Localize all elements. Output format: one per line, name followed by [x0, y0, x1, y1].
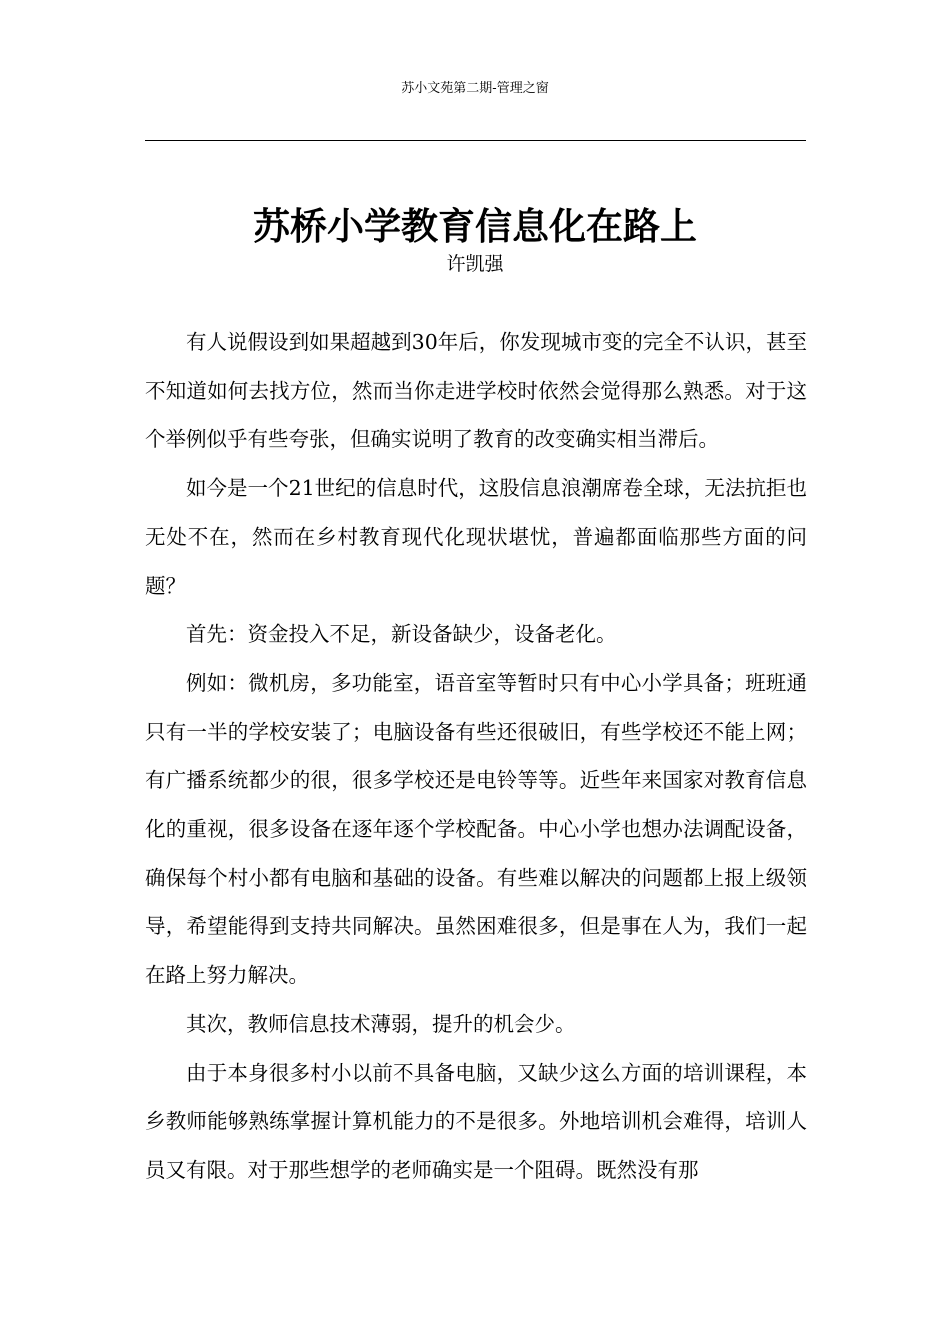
article-body [145, 318, 807, 1195]
article-author: 许凯强 [446, 253, 504, 275]
paragraph-information-age: 如今是一个21世纪的信息时代，这股信息浪潮席卷全球，无法抗拒也无处不在，然而在乡村教育现代化现状堪忧，普遍都面临那些方面的问题？ [145, 476, 807, 598]
paragraph-teacher-training: 由于本身很多村小以前不具备电脑，又缺少这么方面的培训课程，本乡教师能够熟练掌握计算机能力的不是很多。外地培训机会难得，培训人员又有限。对于那些想学的老师确实是一个阻碍。既然没有那 [145, 1060, 807, 1182]
paragraph-intro: 有人说假设到如果超越到30年后，你发现城市变的完全不认识，甚至不知道如何去找方位，然而当你走进学校时依然会觉得那么熟悉。对于这个举例似乎有些夸张，但确实说明了教育的改变确实相当滞后。 [145, 330, 807, 452]
paragraph-equipment-examples: 例如：微机房，多功能室，语音室等暂时只有中心小学具备；班班通只有一半的学校安装了；电脑设备有些还很破旧，有些学校还不能上网；有广播系统都少的很，很多学校还是电铃等等。近些年来国家对教育信息化的重视，很多设备在逐年逐个学校配备。中心小学也想办法调配设备，确保每个村小都有电脑和基础的设备。有些难以解决的问题都上报上级领导，希望能得到支持共同解决。虽然困难很多，但是事在人为，我们一起在路上努力解决。 [145, 670, 807, 988]
paragraph-first-issue: 首先：资金投入不足，新设备缺少，设备老化。 [186, 622, 617, 647]
header-divider [145, 140, 806, 141]
running-header: 苏小文苑第二期-管理之窗 [401, 81, 549, 96]
article-title: 苏桥小学教育信息化在路上 [253, 204, 697, 248]
paragraph-second-issue: 其次，教师信息技术薄弱，提升的机会少。 [186, 1011, 576, 1036]
